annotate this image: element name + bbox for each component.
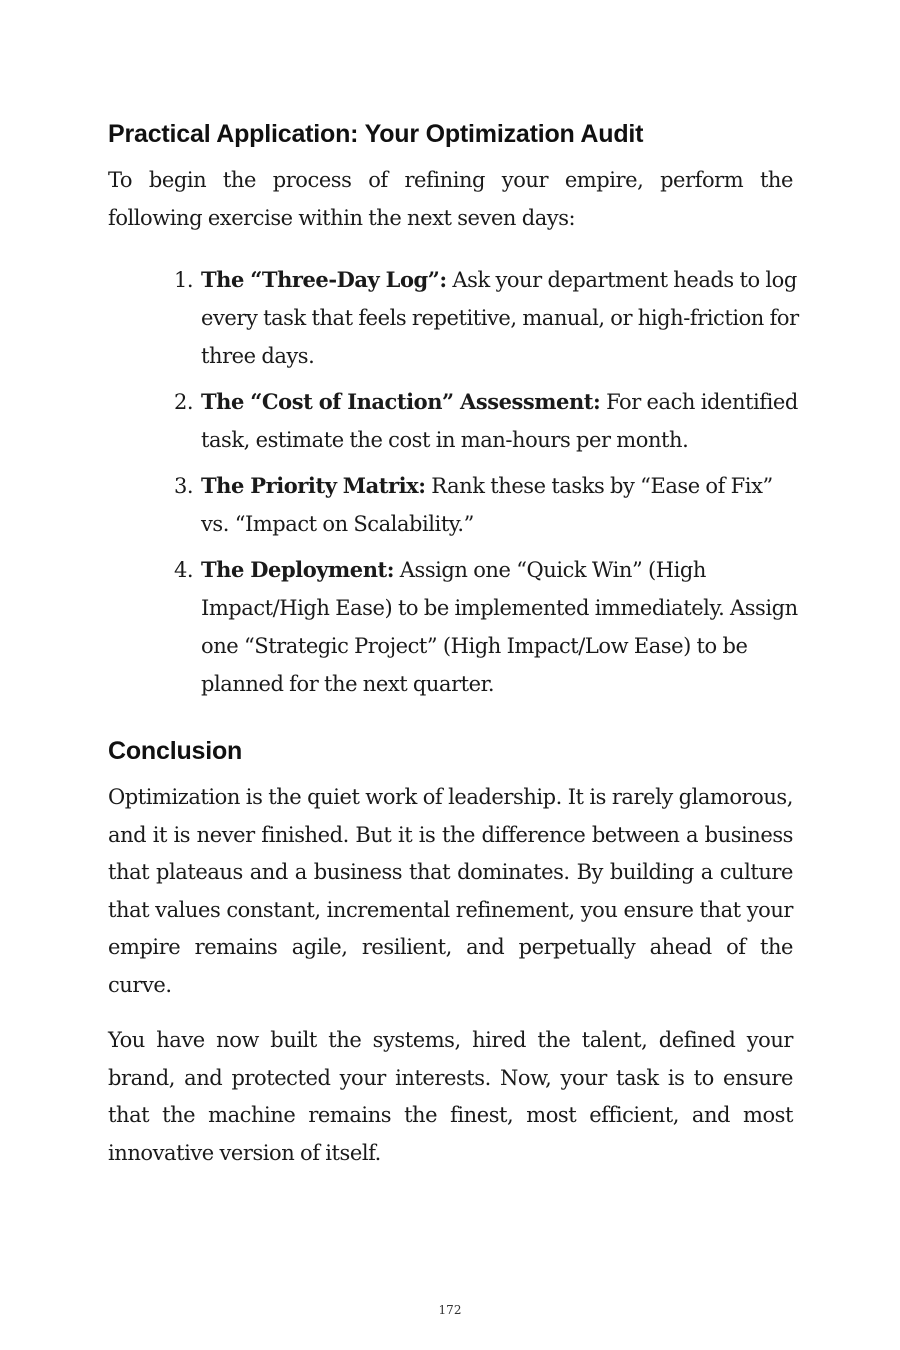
- list-item-number: 4.: [174, 558, 194, 582]
- audit-steps-list: [108, 261, 799, 703]
- list-item-number: 2.: [174, 390, 194, 414]
- section-heading-optimization-audit: Practical Application: Your Optimization Audit: [108, 120, 644, 148]
- page-number: 172: [438, 1303, 462, 1317]
- list-item: [108, 383, 801, 459]
- conclusion-paragraph-2: You have now built the systems, hired the talent, defined your brand, and protected your interests. Now, your task is to ensure that the machine remains the finest, most efficient, and most innovative version of itself.: [108, 1028, 793, 1165]
- conclusion-paragraph-1: Optimization is the quiet work of leadership. It is rarely glamorous, and it is never finished. But it is the difference between a business that plateaus and a business that dominates. By building a culture that values constant, incremental refinement, you ensure that your empire remains agile, resilient, and perpetually ahead of the curve.: [108, 785, 793, 997]
- list-item-title: The “Three-Day Log”:: [201, 267, 447, 292]
- list-item-text: Ask your department heads to log every task that feels repetitive, manual, or high-friction for three days.: [201, 268, 799, 368]
- list-item-text: Assign one “Quick Win” (High Impact/High Ease) to be implemented immediately. Assign one “Strategic Project” (High Impact/Low Ease) to be planned for the next quarter.: [201, 558, 798, 696]
- list-item-title: The “Cost of Inaction” Assessment:: [201, 389, 601, 414]
- list-item: [108, 261, 801, 375]
- page-content: [108, 118, 799, 1172]
- list-item-text: For each identified task, estimate the cost in man-hours per month.: [201, 390, 798, 452]
- section-heading-conclusion: Conclusion: [108, 737, 243, 765]
- list-item-number: 1.: [174, 268, 194, 292]
- list-item-number: 3.: [174, 474, 194, 498]
- list-item-title: The Priority Matrix:: [201, 473, 426, 498]
- intro-paragraph: To begin the process of refining your empire, perform the following exercise within the next seven days:: [108, 168, 793, 230]
- list-item-title: The Deployment:: [201, 557, 395, 582]
- list-item-text: Rank these tasks by “Ease of Fix” vs. “Impact on Scalability.”: [201, 474, 773, 536]
- list-item: [108, 551, 801, 703]
- list-item: [108, 467, 801, 543]
